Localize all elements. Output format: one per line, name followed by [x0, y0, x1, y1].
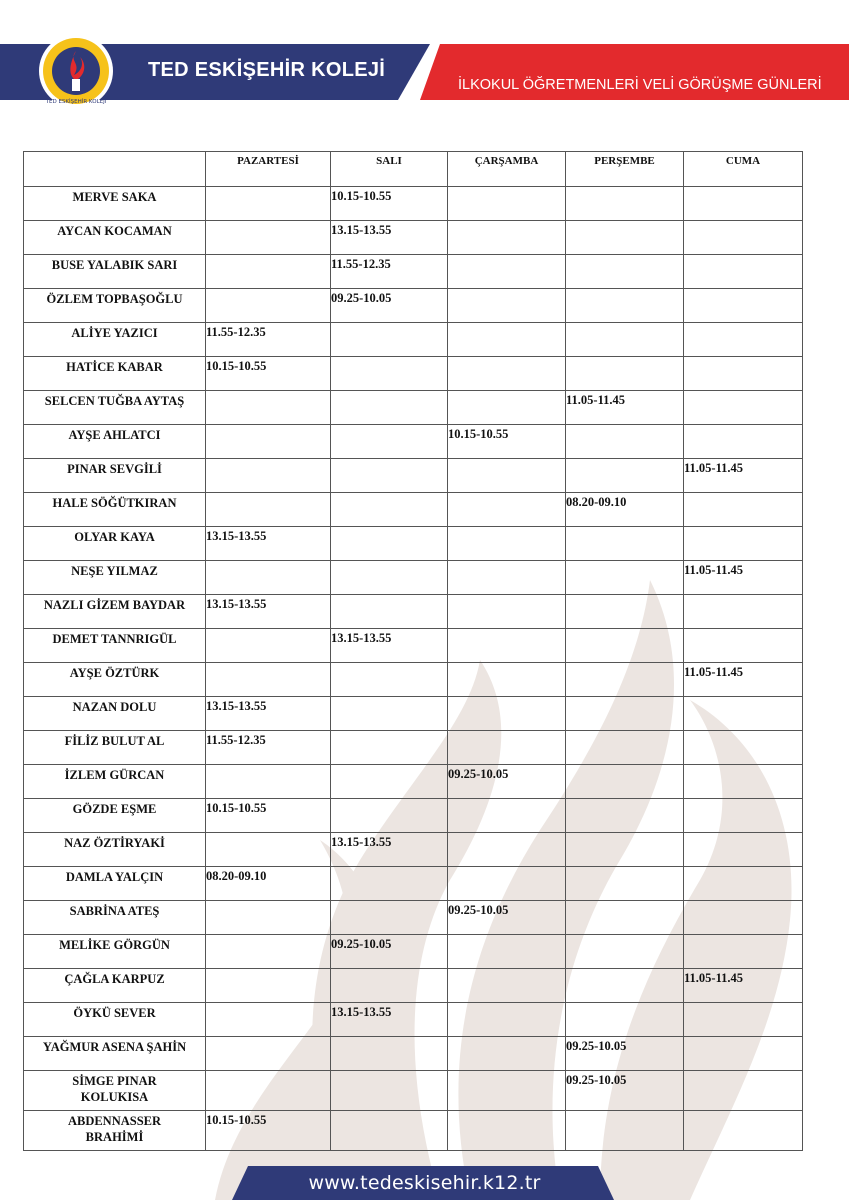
- time-slot-cell: [331, 765, 448, 799]
- time-slot-cell: [448, 969, 566, 1003]
- time-slot-cell: 13.15-13.55: [331, 833, 448, 867]
- table-row: [24, 663, 803, 697]
- time-slot-cell: [566, 221, 684, 255]
- time-slot-cell: [331, 1071, 448, 1111]
- table-row: [24, 425, 803, 459]
- time-slot-cell: [448, 697, 566, 731]
- time-slot-cell: [206, 187, 331, 221]
- time-slot-cell: [684, 731, 803, 765]
- time-slot-cell: [684, 935, 803, 969]
- time-slot-cell: [448, 663, 566, 697]
- time-slot-cell: [206, 765, 331, 799]
- teacher-name-cell: OLYAR KAYA: [24, 527, 206, 561]
- time-slot-cell: [684, 765, 803, 799]
- time-slot-cell: [448, 595, 566, 629]
- time-slot-cell: [331, 901, 448, 935]
- time-slot-cell: [448, 323, 566, 357]
- time-slot-cell: [566, 867, 684, 901]
- time-slot-cell: [684, 493, 803, 527]
- teacher-name-cell: NAZ ÖZTİRYAKİ: [24, 833, 206, 867]
- time-slot-cell: 13.15-13.55: [331, 221, 448, 255]
- teacher-name-cell: İZLEM GÜRCAN: [24, 765, 206, 799]
- teacher-name-cell: MERVE SAKA: [24, 187, 206, 221]
- teacher-name-cell: ÖZLEM TOPBAŞOĞLU: [24, 289, 206, 323]
- time-slot-cell: [206, 289, 331, 323]
- time-slot-cell: [448, 527, 566, 561]
- time-slot-cell: [206, 901, 331, 935]
- teacher-name-cell: BUSE YALABIK SARI: [24, 255, 206, 289]
- time-slot-cell: 13.15-13.55: [206, 595, 331, 629]
- teacher-name-cell: PINAR SEVGİLİ: [24, 459, 206, 493]
- table-row: [24, 697, 803, 731]
- time-slot-cell: [206, 833, 331, 867]
- time-slot-cell: [206, 255, 331, 289]
- time-slot-cell: 10.15-10.55: [331, 187, 448, 221]
- teacher-name-cell: DAMLA YALÇIN: [24, 867, 206, 901]
- time-slot-cell: 09.25-10.05: [331, 289, 448, 323]
- teacher-name-cell: NAZAN DOLU: [24, 697, 206, 731]
- time-slot-cell: [448, 289, 566, 323]
- ted-logo-icon: [38, 33, 114, 109]
- time-slot-cell: [684, 357, 803, 391]
- table-row: [24, 1003, 803, 1037]
- teacher-name-cell: AYŞE ÖZTÜRK: [24, 663, 206, 697]
- time-slot-cell: [331, 595, 448, 629]
- teacher-name-cell: SELCEN TUĞBA AYTAŞ: [24, 391, 206, 425]
- teacher-name-cell: GÖZDE EŞME: [24, 799, 206, 833]
- column-header-tuesday: SALI: [331, 152, 448, 187]
- time-slot-cell: [206, 391, 331, 425]
- time-slot-cell: [684, 255, 803, 289]
- time-slot-cell: [206, 459, 331, 493]
- time-slot-cell: 09.25-10.05: [448, 901, 566, 935]
- time-slot-cell: [206, 493, 331, 527]
- time-slot-cell: [566, 935, 684, 969]
- column-header-name: [24, 152, 206, 187]
- time-slot-cell: 11.05-11.45: [684, 663, 803, 697]
- time-slot-cell: [448, 629, 566, 663]
- time-slot-cell: [684, 629, 803, 663]
- table-row: [24, 629, 803, 663]
- time-slot-cell: [566, 697, 684, 731]
- teacher-name-cell: SABRİNA ATEŞ: [24, 901, 206, 935]
- time-slot-cell: [206, 629, 331, 663]
- time-slot-cell: [566, 187, 684, 221]
- teacher-name-cell: ALİYE YAZICI: [24, 323, 206, 357]
- time-slot-cell: [684, 1037, 803, 1071]
- time-slot-cell: [684, 833, 803, 867]
- time-slot-cell: [331, 697, 448, 731]
- time-slot-cell: [566, 289, 684, 323]
- time-slot-cell: 09.25-10.05: [331, 935, 448, 969]
- logo-text: TED ESKİŞEHİR KOLEJİ: [45, 99, 107, 105]
- time-slot-cell: [331, 357, 448, 391]
- table-row: [24, 323, 803, 357]
- table-row: [24, 357, 803, 391]
- time-slot-cell: [331, 867, 448, 901]
- time-slot-cell: [684, 1003, 803, 1037]
- time-slot-cell: 13.15-13.55: [331, 1003, 448, 1037]
- time-slot-cell: [448, 493, 566, 527]
- table-row: [24, 493, 803, 527]
- time-slot-cell: [448, 1111, 566, 1151]
- time-slot-cell: 11.55-12.35: [206, 323, 331, 357]
- time-slot-cell: [684, 527, 803, 561]
- header-shapes: [0, 0, 849, 120]
- time-slot-cell: [684, 697, 803, 731]
- time-slot-cell: [448, 221, 566, 255]
- teacher-name-cell: ABDENNASSER BRAHİMİ: [24, 1111, 206, 1151]
- time-slot-cell: [566, 357, 684, 391]
- time-slot-cell: [684, 1111, 803, 1151]
- teacher-name-cell: MELİKE GÖRGÜN: [24, 935, 206, 969]
- time-slot-cell: [566, 969, 684, 1003]
- time-slot-cell: [684, 799, 803, 833]
- teacher-name-cell: DEMET TANNRIGÜL: [24, 629, 206, 663]
- time-slot-cell: [331, 663, 448, 697]
- time-slot-cell: [566, 833, 684, 867]
- time-slot-cell: [206, 1003, 331, 1037]
- time-slot-cell: [448, 1003, 566, 1037]
- time-slot-cell: 11.05-11.45: [684, 969, 803, 1003]
- time-slot-cell: [684, 595, 803, 629]
- brand-title: TED ESKİŞEHİR KOLEJİ: [148, 59, 386, 81]
- teacher-name-cell: SİMGE PINAR KOLUKISA: [24, 1071, 206, 1111]
- time-slot-cell: [331, 425, 448, 459]
- time-slot-cell: [206, 1037, 331, 1071]
- table-row: [24, 731, 803, 765]
- time-slot-cell: [448, 1071, 566, 1111]
- time-slot-cell: [684, 187, 803, 221]
- time-slot-cell: 10.15-10.55: [206, 799, 331, 833]
- table-row: [24, 1071, 803, 1111]
- time-slot-cell: [566, 629, 684, 663]
- time-slot-cell: [566, 765, 684, 799]
- time-slot-cell: [448, 391, 566, 425]
- table-row: [24, 901, 803, 935]
- time-slot-cell: [566, 425, 684, 459]
- time-slot-cell: [331, 561, 448, 595]
- time-slot-cell: [331, 731, 448, 765]
- column-header-friday: CUMA: [684, 152, 803, 187]
- time-slot-cell: 11.55-12.35: [331, 255, 448, 289]
- time-slot-cell: [566, 901, 684, 935]
- table-header-row: [24, 152, 803, 187]
- time-slot-cell: [448, 833, 566, 867]
- time-slot-cell: [684, 221, 803, 255]
- teacher-name-cell: NEŞE YILMAZ: [24, 561, 206, 595]
- table-row: [24, 391, 803, 425]
- table-row: [24, 1111, 803, 1151]
- time-slot-cell: [566, 731, 684, 765]
- teacher-name-cell: HALE SÖĞÜTKIRAN: [24, 493, 206, 527]
- table-row: [24, 935, 803, 969]
- column-header-thursday: PERŞEMBE: [566, 152, 684, 187]
- page-subtitle: İLKOKUL ÖĞRETMENLERİ VELİ GÖRÜŞME GÜNLERİ: [458, 77, 822, 93]
- teacher-name-cell: FİLİZ BULUT AL: [24, 731, 206, 765]
- teacher-name-cell: ÇAĞLA KARPUZ: [24, 969, 206, 1003]
- teacher-name-cell: AYCAN KOCAMAN: [24, 221, 206, 255]
- time-slot-cell: [684, 391, 803, 425]
- time-slot-cell: [448, 799, 566, 833]
- time-slot-cell: [448, 255, 566, 289]
- website-url: www.tedeskisehir.k12.tr: [308, 1172, 541, 1194]
- time-slot-cell: [566, 255, 684, 289]
- time-slot-cell: [331, 799, 448, 833]
- time-slot-cell: [448, 357, 566, 391]
- time-slot-cell: [566, 323, 684, 357]
- time-slot-cell: 11.55-12.35: [206, 731, 331, 765]
- time-slot-cell: [566, 1111, 684, 1151]
- time-slot-cell: [331, 527, 448, 561]
- time-slot-cell: [448, 867, 566, 901]
- table-row: [24, 187, 803, 221]
- time-slot-cell: [566, 799, 684, 833]
- time-slot-cell: [566, 561, 684, 595]
- time-slot-cell: [566, 595, 684, 629]
- time-slot-cell: 08.20-09.10: [206, 867, 331, 901]
- time-slot-cell: 13.15-13.55: [206, 697, 331, 731]
- schedule-table: [23, 151, 803, 1151]
- table-row: [24, 561, 803, 595]
- teacher-name-cell: NAZLI GİZEM BAYDAR: [24, 595, 206, 629]
- time-slot-cell: [448, 561, 566, 595]
- time-slot-cell: 09.25-10.05: [566, 1037, 684, 1071]
- table-row: [24, 527, 803, 561]
- time-slot-cell: 13.15-13.55: [206, 527, 331, 561]
- time-slot-cell: [206, 663, 331, 697]
- table-body: [24, 187, 803, 1151]
- time-slot-cell: [448, 935, 566, 969]
- time-slot-cell: [206, 425, 331, 459]
- table-row: [24, 765, 803, 799]
- time-slot-cell: [566, 663, 684, 697]
- time-slot-cell: 10.15-10.55: [206, 357, 331, 391]
- teacher-name-cell: ÖYKÜ SEVER: [24, 1003, 206, 1037]
- time-slot-cell: [206, 1071, 331, 1111]
- time-slot-cell: [331, 969, 448, 1003]
- table-row: [24, 799, 803, 833]
- time-slot-cell: [331, 323, 448, 357]
- header-banner: [0, 0, 849, 120]
- time-slot-cell: 10.15-10.55: [206, 1111, 331, 1151]
- time-slot-cell: [331, 391, 448, 425]
- table-row: [24, 595, 803, 629]
- table-row: [24, 867, 803, 901]
- column-header-wednesday: ÇARŞAMBA: [448, 152, 566, 187]
- column-header-monday: PAZARTESİ: [206, 152, 331, 187]
- teacher-name-cell: AYŞE AHLATCI: [24, 425, 206, 459]
- time-slot-cell: [331, 459, 448, 493]
- time-slot-cell: [684, 901, 803, 935]
- table-row: [24, 1037, 803, 1071]
- teacher-name-cell: HATİCE KABAR: [24, 357, 206, 391]
- table-row: [24, 833, 803, 867]
- time-slot-cell: [206, 221, 331, 255]
- time-slot-cell: 09.25-10.05: [566, 1071, 684, 1111]
- time-slot-cell: [206, 561, 331, 595]
- time-slot-cell: 09.25-10.05: [448, 765, 566, 799]
- time-slot-cell: [684, 289, 803, 323]
- time-slot-cell: [206, 969, 331, 1003]
- time-slot-cell: 11.05-11.45: [684, 561, 803, 595]
- time-slot-cell: [331, 493, 448, 527]
- time-slot-cell: [684, 1071, 803, 1111]
- time-slot-cell: [331, 1111, 448, 1151]
- time-slot-cell: [448, 187, 566, 221]
- time-slot-cell: 11.05-11.45: [566, 391, 684, 425]
- time-slot-cell: [448, 731, 566, 765]
- table-row: [24, 255, 803, 289]
- teacher-name-cell: YAĞMUR ASENA ŞAHİN: [24, 1037, 206, 1071]
- time-slot-cell: [448, 1037, 566, 1071]
- time-slot-cell: 13.15-13.55: [331, 629, 448, 663]
- time-slot-cell: [684, 425, 803, 459]
- table-row: [24, 459, 803, 493]
- time-slot-cell: 10.15-10.55: [448, 425, 566, 459]
- time-slot-cell: [684, 867, 803, 901]
- table-row: [24, 221, 803, 255]
- time-slot-cell: [206, 935, 331, 969]
- time-slot-cell: [566, 1003, 684, 1037]
- table-row: [24, 969, 803, 1003]
- time-slot-cell: [566, 527, 684, 561]
- time-slot-cell: 08.20-09.10: [566, 493, 684, 527]
- time-slot-cell: [566, 459, 684, 493]
- time-slot-cell: [448, 459, 566, 493]
- time-slot-cell: [331, 1037, 448, 1071]
- table-row: [24, 289, 803, 323]
- time-slot-cell: [684, 323, 803, 357]
- time-slot-cell: 11.05-11.45: [684, 459, 803, 493]
